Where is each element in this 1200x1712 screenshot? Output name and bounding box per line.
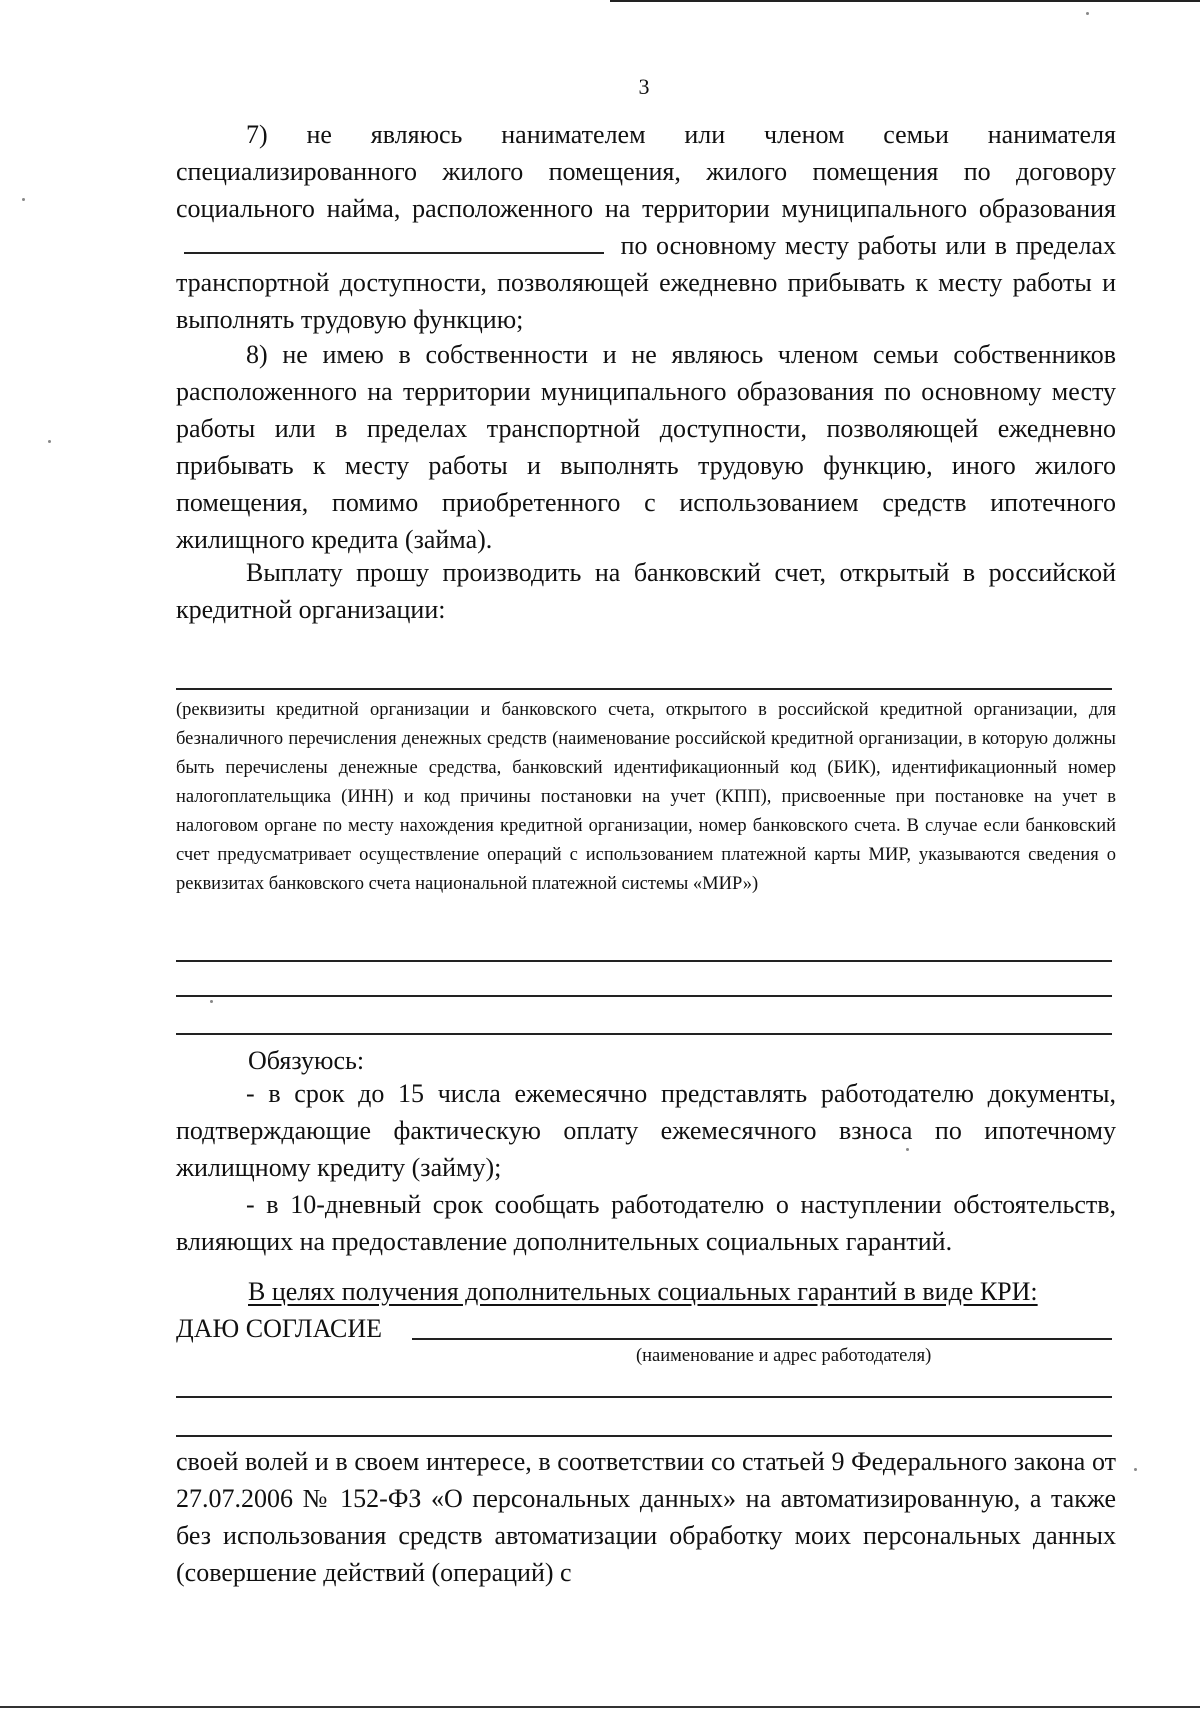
scan-speck [906, 1148, 909, 1151]
scan-edge-bottom [0, 1706, 1200, 1708]
consent-label: ДАЮ СОГЛАСИЕ [176, 1314, 383, 1343]
paragraph-item-8: 8) не имею в собственности и не являюсь членом семьи собственников расположенного на территории муниципального образования по основному месту работы или в пределах транспортной доступности, позволяющей ежедневно прибывать к месту работы и выполнять трудовую функцию, иного жилого помещения, помимо приобретенного с использованием средств ипотечного жилищного кредита (займа). [176, 340, 1116, 554]
scan-speck [48, 440, 51, 443]
paragraph-item-7 [176, 116, 1116, 338]
bank-details-hint: (реквизиты кредитной организации и банковского счета, открытого в российской кредитной организации, для безналичного перечисления денежных средств (наименование российской кредитной организации, в которую должны быть перечислены денежные средства, банковский идентификационный код (БИК), идентификационный номер налогоплательщика (ИНН) и код причины постановки на учет (КПП), присвоенные при постановке на учет в налоговом органе по месту нахождения кредитной организации, номер банковского счета. В случае если банковский счет предусматривает осуществление операций с использованием платежной карты МИР, указываются сведения о реквизитах банковского счета национальной платежной системы «МИР») [176, 700, 1116, 894]
item7-tail: по основному месту работы или в пределах транспортной доступности, позволяющей ежедневно прибывать к месту работы и выполнять трудовую функцию; [176, 231, 1116, 334]
scan-speck [22, 198, 25, 201]
obligations-heading: Обязуюсь: [248, 1046, 365, 1075]
item7-lead: 7) не являюсь нанимателем или членом семьи нанимателя специализированного жилого помещения, жилого помещения по договору социального найма, расположенного на территории муниципального образования [176, 120, 1116, 223]
employer-address-line[interactable] [176, 1396, 1112, 1398]
scan-edge-top [610, 0, 1200, 2]
scan-speck [210, 1000, 213, 1003]
scan-speck [1134, 1468, 1137, 1471]
municipality-blank-field[interactable] [184, 228, 604, 254]
employer-name-line[interactable] [412, 1338, 1112, 1340]
bank-details-line-4[interactable] [176, 1033, 1112, 1035]
obligation-item-1: - в срок до 15 числа ежемесячно представлять работодателю документы, подтверждающие фактическую оплату ежемесячного взноса по ипотечному жилищному кредиту (займу); [176, 1079, 1116, 1182]
consent-purpose [176, 1273, 1116, 1310]
closing-paragraph: своей волей и в своем интересе, в соответствии со статьей 9 Федерального закона от 27.07.2006 № 152-ФЗ «О персональных данных» на автоматизированную, а также без использования средств автоматизации обработку моих персональных данных (совершение действий (операций) с [176, 1447, 1116, 1587]
page-number: 3 [638, 74, 650, 99]
bank-details-line[interactable] [176, 688, 1112, 690]
consent-purpose-text: В целях получения дополнительных социальных гарантий в виде КРИ: [248, 1277, 1038, 1306]
employer-address-line-2[interactable] [176, 1435, 1112, 1437]
paragraph-payment-request: Выплату прошу производить на банковский счет, открытый в российской кредитной организации: [176, 558, 1116, 624]
bank-details-line-3[interactable] [176, 995, 1112, 997]
bank-details-line-2[interactable] [176, 960, 1112, 962]
employer-caption: (наименование и адрес работодателя) [636, 1346, 932, 1366]
scan-speck [1086, 12, 1089, 15]
obligation-item-2: - в 10-дневный срок сообщать работодателю о наступлении обстоятельств, влияющих на предоставление дополнительных социальных гарантий. [176, 1190, 1116, 1256]
